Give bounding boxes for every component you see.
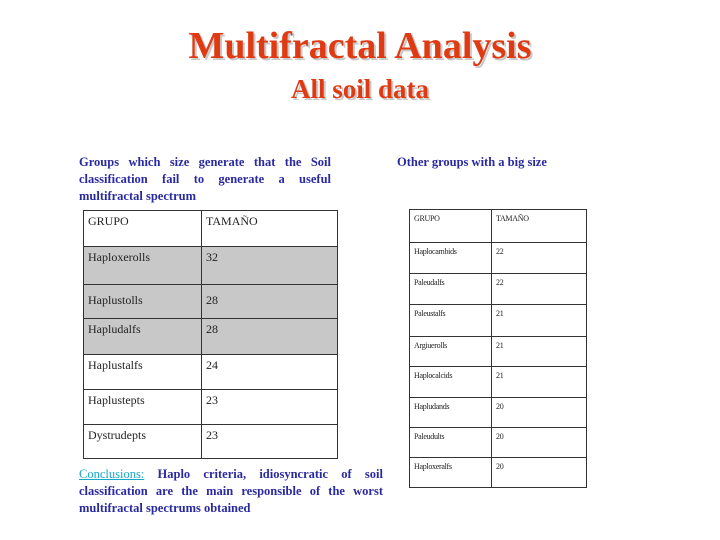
grupo-cell: Haplustolls xyxy=(84,285,202,319)
header-cell-grupo: GRUPO xyxy=(410,210,492,243)
left-table xyxy=(83,210,338,459)
grupo-cell: Hapludalfs xyxy=(84,319,202,355)
conclusion-lead: Conclusions: xyxy=(79,467,145,481)
slide-title: Multifractal Analysis xyxy=(188,25,532,67)
table-row xyxy=(410,428,587,458)
tamano-cell: 21 xyxy=(492,367,587,398)
grupo-cell: Haploxerolls xyxy=(84,247,202,285)
table-row xyxy=(84,390,338,425)
left-caption: Groups which size generate that the Soil classification fail to generate a useful multifractal spectrum xyxy=(79,155,331,203)
tamano-cell: 20 xyxy=(492,398,587,428)
tamano-cell: 23 xyxy=(202,390,338,425)
table-row xyxy=(84,425,338,459)
tamano-cell: 23 xyxy=(202,425,338,459)
table-row xyxy=(84,319,338,355)
table-row xyxy=(410,243,587,274)
right-caption: Other groups with a big size xyxy=(397,155,547,169)
grupo-cell: Paleustalfs xyxy=(410,305,492,337)
tamano-cell: 32 xyxy=(202,247,338,285)
table-row xyxy=(84,285,338,319)
table-header-row xyxy=(410,210,587,243)
grupo-cell: Haplustalfs xyxy=(84,355,202,390)
grupo-cell: Haplocambids xyxy=(410,243,492,274)
grupo-cell: Paleudalfs xyxy=(410,274,492,305)
tamano-cell: 20 xyxy=(492,458,587,488)
grupo-cell: Haplustepts xyxy=(84,390,202,425)
grupo-cell: Haploxeralfs xyxy=(410,458,492,488)
tamano-cell: 20 xyxy=(492,428,587,458)
grupo-cell: Dystrudepts xyxy=(84,425,202,459)
tamano-cell: 22 xyxy=(492,274,587,305)
slide-subtitle: All soil data xyxy=(290,74,430,104)
table-row xyxy=(410,458,587,488)
tamano-cell: 21 xyxy=(492,305,587,337)
tamano-cell: 22 xyxy=(492,243,587,274)
table-row xyxy=(84,247,338,285)
conclusion-text xyxy=(79,466,383,517)
table-row xyxy=(410,305,587,337)
grupo-cell: Argiuerolls xyxy=(410,337,492,367)
table-row xyxy=(410,274,587,305)
header-cell-tamano: TAMAÑO xyxy=(492,210,587,243)
tamano-cell: 24 xyxy=(202,355,338,390)
grupo-cell: Paleudults xyxy=(410,428,492,458)
grupo-cell: Haplocalcids xyxy=(410,367,492,398)
table-header-row xyxy=(84,211,338,247)
tamano-cell: 28 xyxy=(202,319,338,355)
table-row xyxy=(84,355,338,390)
header-cell-tamano: TAMAÑO xyxy=(202,211,338,247)
table-row xyxy=(410,367,587,398)
table-row xyxy=(410,337,587,367)
grupo-cell: Hapludands xyxy=(410,398,492,428)
conclusion-body: Haplo criteria, idiosyncratic of soil classification are the main responsible of the worst multifractal spectrums obtained xyxy=(79,467,383,515)
tamano-cell: 21 xyxy=(492,337,587,367)
table-row xyxy=(410,398,587,428)
tamano-cell: 28 xyxy=(202,285,338,319)
right-table xyxy=(409,209,587,488)
header-cell-grupo: GRUPO xyxy=(84,211,202,247)
